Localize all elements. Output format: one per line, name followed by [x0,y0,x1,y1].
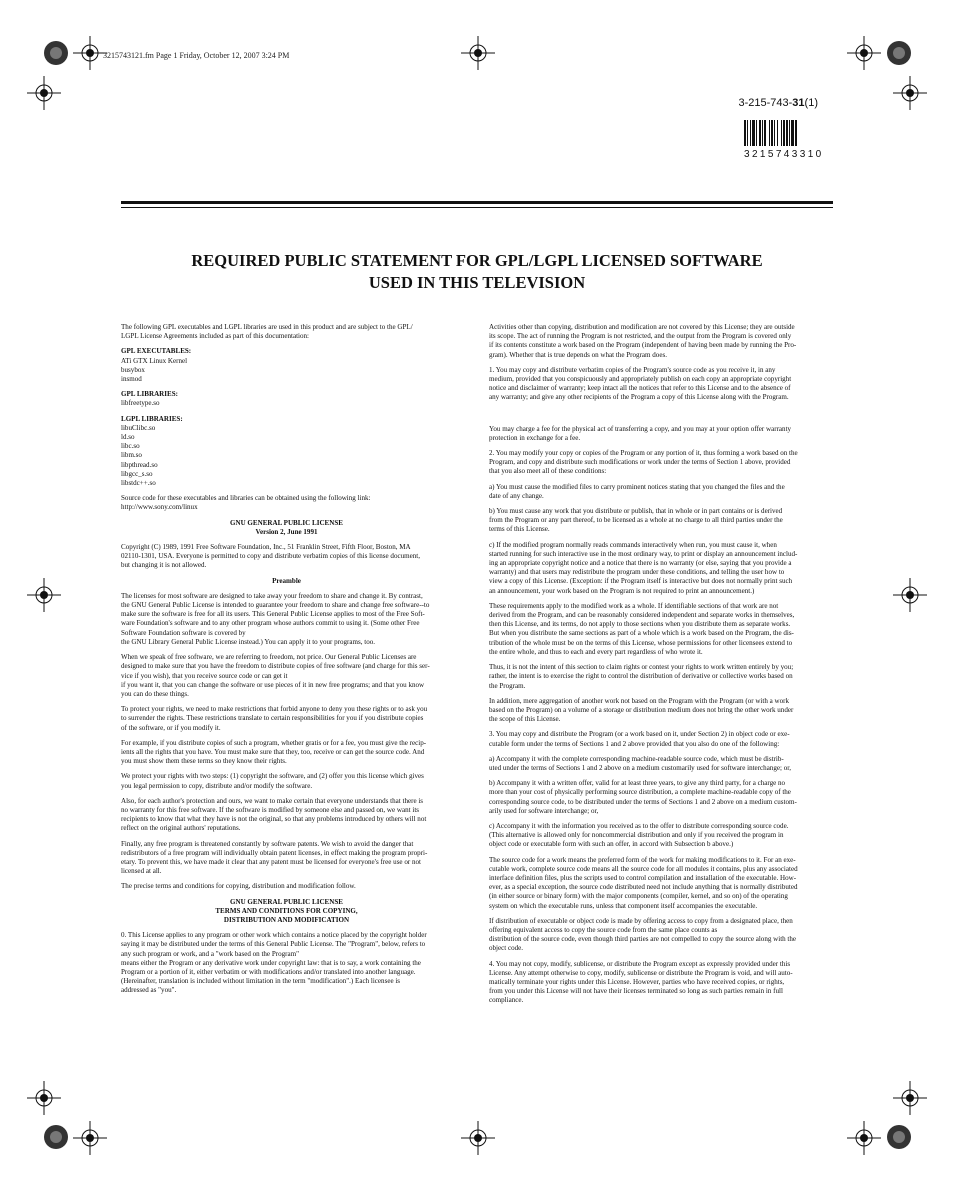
barcode-bar [752,120,755,146]
preamble-paragraph: When we speak of free software, we are referring to freedom, not price. Our General Public Licenses are designed to make sure that you have the freedom to distribute copies of free software (and charge for this ser- vice if you wish), that you receive source code or can get it if you want it, that you can change the software or use pieces of it in new free programs; and that you know you can do these things. [121,653,430,698]
preamble-paragraph: Finally, any free program is threatened constantly by software patents. We wish to avoid the danger that redistributors of a free program will individually obtain patent licenses, in effect making the program propri- etary. To prevent this, we have made it clear that any patent must be licensed for everyone's free use or not licensed at all. [121,839,428,876]
barcode-bar [774,120,775,146]
terms-paragraph: If distribution of executable or object code is made by offering access to copy from a designated place, then offering equivalent access to copy the source code from the same place counts as distribution of the source code, even though third parties are not compelled to copy the source along with the object code. [489,916,797,953]
barcode-bar [764,120,766,146]
color-target-bottom-right [886,1124,912,1150]
gpl-libraries-list: libfreetype.so [121,399,160,408]
gpl-libraries-heading: GPL LIBRARIES: [121,390,178,399]
barcode-bar [781,120,782,146]
barcode-bar [756,120,757,146]
barcode-bar [795,120,797,146]
registration-mark-bottom-center [461,1121,495,1155]
barcode-number: 3215743310 [744,149,824,160]
terms-paragraph: 4. You may not copy, modify, sublicense, or distribute the Program except as expressly provided under this License. Any attempt otherwise to copy, modify, sublicense or distribute the Program is void, and will auto- matically terminate your rights under this License. However, parties who have received copies, or rights, from you under this License will not have their licenses terminated so long as such parties remain in full compliance. [489,959,793,1005]
barcode-bar [747,120,748,146]
barcode-bar [769,120,770,146]
terms-paragraph: Activities other than copying, distribution and modification are not covered by this License; they are outside its scope. The act of running the Program is not restricted, and the output from the Program is covered only if its contents constitute a work based on the Program (independent of having been made by running the Pro- gram). Whether that is true depends on what the Program does. [489,323,797,359]
left-column [121,323,452,1002]
barcode-bar [744,120,746,146]
terms-paragraph: 3. You may copy and distribute the Program (or a work based on it, under Section 2) in object code or exe- cutable form under the terms of Sections 1 and 2 above provided that you also do one of the following: [489,730,790,748]
preamble-paragraph: The licenses for most software are designed to take away your freedom to share and change it. By contrast, the GNU General Public License is intended to guarantee your freedom to share and change free software--to make sure the software is free for all its users. This General Public License applies to most of the Free Soft- ware Foundation's software and to any other program whose authors commit to using it. (Some other Free Software Foundation software is covered by the GNU Library General Public License instead.) You can apply it to your programs, too. [121,591,430,646]
terms-paragraph: c) Accompany it with the information you received as to the offer to distribute corresponding source code. (This alternative is allowed only for noncommercial distribution and only if you received the program in object code or executable form with such an offer, in accord with Subsection b above.) [489,821,789,849]
copyright-notice: Copyright (C) 1989, 1991 Free Software Foundation, Inc., 51 Franklin Street, Fifth Floor, Boston, MA 02110-1301, USA. Everyone is permitted to copy and distribute verbatim copies of this license document, but changing it is not allowed. [121,543,420,570]
registration-mark-right-upper [893,76,927,110]
terms-paragraph: The source code for a work means the preferred form of the work for making modifications to it. For an exe- cutable work, complete source code means all the source code for all modules it contains, plus any associated interface definition files, plus the scripts used to control compilation and installation of the executable. How- ever, as a special exception, the source code distributed need not include anything that is normally distributed (in either source or binary form) with the major components (compiler, kernel, and so on) of the operating system on which the executable runs, unless that component itself accompanies the executable. [489,855,798,910]
gpl-executables-heading: GPL EXECUTABLES: [121,347,192,356]
terms-paragraph: 0. This License applies to any program or other work which contains a notice placed by the copyright holder saying it may be distributed under the terms of this General Public License. The "Program", below, refers to any such program or work, and a "work based on the Program" means either the Program or any derivative work under copyright law: that is to say, a work containing the Program or a portion of it, either verbatim or with modifications and/or translated into another language. (Hereinafter, translation is included without limitation in the term "modification".) Each licensee is addressed as "you". [121,931,427,995]
terms-paragraph: Thus, it is not the intent of this section to claim rights or contest your rights to work written entirely by you; rather, the intent is to exercise the right to control the distribution of derivative or collective works based on the Program. [489,663,794,690]
spacer [489,409,832,425]
print-slug: 3215743121.fm Page 1 Friday, October 12, 2007 3:24 PM [103,51,290,60]
barcode-bar [777,120,778,146]
terms-paragraph: a) You must cause the modified files to carry prominent notices stating that you changed the files and the date of any change. [489,482,785,500]
color-target-top-left [43,40,69,66]
registration-mark-bottom-left [73,1121,107,1155]
registration-mark-right-middle [893,578,927,612]
barcode-bar [789,120,790,146]
lgpl-libraries-heading: LGPL LIBRARIES: [121,414,183,423]
preamble-heading: Preamble [272,576,301,585]
registration-mark-left-lower [27,1081,61,1115]
terms-paragraph: a) Accompany it with the complete corresponding machine-readable source code, which must be distrib- uted under the terms of Sections 1 and 2 above on a medium customarily used for software interchange; or, [489,754,792,772]
preamble-paragraph: The precise terms and conditions for copying, distribution and modification follow. [121,882,356,891]
terms-paragraph: These requirements apply to the modified work as a whole. If identifiable sections of that work are not derived from the Program, and can be reasonably considered independent and separate works in themselves, then this License, and its terms, do not apply to those sections when you distribute them as separate works. But when you distribute the same sections as part of a whole which is a work based on the Program, the dis- tribution of the whole must be on the terms of this License, whose permissions for other licensees extend to the entire whole, and thus to each and every part regardless of who wrote it. [489,601,795,656]
barcode-bar [762,120,763,146]
registration-mark-top-left [73,36,107,70]
barcode-bar [759,120,761,146]
preamble-paragraph: For example, if you distribute copies of such a program, whether gratis or for a fee, you must give the recip- ients all the rights that you have. You must make sure that they, too, receive or can get the source code. And you must show them these terms so they know their rights. [121,738,427,766]
registration-mark-left-upper [27,76,61,110]
part-number-suffix: (1) [804,97,818,109]
preamble-paragraph: Also, for each author's protection and ours, we want to make certain that everyone understands that there is no warranty for this free software. If the software is modified by someone else and passed on, we want its recipients to know that what they have is not the original, so that any problems introduced by others will not reflect on the original authors' reputations. [121,796,427,833]
right-column [489,323,832,1012]
intro-paragraph: The following GPL executables and LGPL libraries are used in this product and are subject to the GPL/ LGPL License Agreements included as part of this documentation: [121,323,413,341]
terms-paragraph: c) If the modified program normally reads commands interactively when run, you must cause it, when started running for such interactive use in the most ordinary way, to print or display an announcement includ- ing an appropriate copyright notice and a notice that there is no warranty (or else, saying that you provide a warranty) and that users may redistribute the program under these conditions, and telling the user how to view a copy of this License. (Exception: if the Program itself is interactive but does not normally print such an announcement, your work based on the Program is not required to print an announcement.) [489,540,798,595]
barcode-bar [783,120,785,146]
color-target-top-right [886,40,912,66]
barcode-bar [786,120,788,146]
barcode-bar [771,120,773,146]
part-number-bold: 31 [792,97,805,109]
registration-mark-left-middle [27,578,61,612]
gpl-executables-list: ATi GTX Linux Kernel busybox insmod [121,356,188,384]
barcode [744,120,820,146]
registration-mark-right-lower [893,1081,927,1115]
terms-paragraph: 1. You may copy and distribute verbatim copies of the Program's source code as you receive it, in any medium, provided that you conspicuously and appropriately publish on each copy an appropriate copyright notice and disclaimer of warranty; keep intact all the notices that refer to this License and to the absence of any warranty; and give any other recipients of the Program a copy of this License along with the Program. [489,365,792,402]
lgpl-libraries-list: libuClibc.so ld.so libc.so libm.so libpthread.so libgcc_s.so libstdc++.so [121,423,158,488]
barcode-bar [750,120,751,146]
preamble-paragraph: We protect your rights with two steps: (1) copyright the software, and (2) offer you this license which gives you legal permission to copy, distribute and/or modify the software. [121,772,424,790]
preamble-paragraph: To protect your rights, we need to make restrictions that forbid anyone to deny you these rights or to ask you to surrender the rights. These restrictions translate to certain responsibilities for you if you distribute copies of the software, or if you modify it. [121,705,428,732]
header-rule-thin [121,207,833,208]
color-target-bottom-left [43,1124,69,1150]
terms-paragraph: In addition, mere aggregation of another work not based on the Program with the Program (or with a work based on the Program) on a volume of a storage or distribution medium does not bring the other work under the scope of this License. [489,696,794,724]
header-rule-thick [121,201,833,204]
barcode-bar [791,120,794,146]
terms-paragraph: 2. You may modify your copy or copies of the Program or any portion of it, thus forming a work based on the Program, and copy and distribute such modifications or work under the terms of Section 1 above, provided that you also meet all of these conditions: [489,449,798,476]
registration-mark-top-center [461,36,495,70]
terms-paragraph: b) Accompany it with a written offer, valid for at least three years, to give any third party, for a charge no more than your cost of physically performing source distribution, a complete machine-readable copy of the corresponding source code, to be distributed under the terms of Sections 1 and 2 above on a medium custom- arily used for software interchange; or, [489,779,797,815]
gnu-license-heading: GNU GENERAL PUBLIC LICENSE Version 2, June 1991 [230,518,343,536]
terms-paragraph: You may charge a fee for the physical act of transferring a copy, and you may at your option offer warranty protection in exchange for a fee. [489,424,792,442]
registration-mark-top-right [847,36,881,70]
part-number-prefix: 3-215-743- [738,97,793,109]
part-number [738,97,818,109]
registration-mark-bottom-right [847,1121,881,1155]
terms-paragraph: b) You must cause any work that you distribute or publish, that in whole or in part contains or is derived from the Program or any part thereof, to be licensed as a whole at no charge to all third parties under the terms of this License. [489,507,783,534]
source-code-link: Source code for these executables and libraries can be obtained using the following link: http://www.sony.com/linux [121,494,371,512]
terms-heading: GNU GENERAL PUBLIC LICENSE TERMS AND CONDITIONS FOR COPYING, DISTRIBUTION AND MODIFICATION [215,897,358,924]
page-title: REQUIRED PUBLIC STATEMENT FOR GPL/LGPL LICENSED SOFTWARE USED IN THIS TELEVISION [191,251,763,292]
